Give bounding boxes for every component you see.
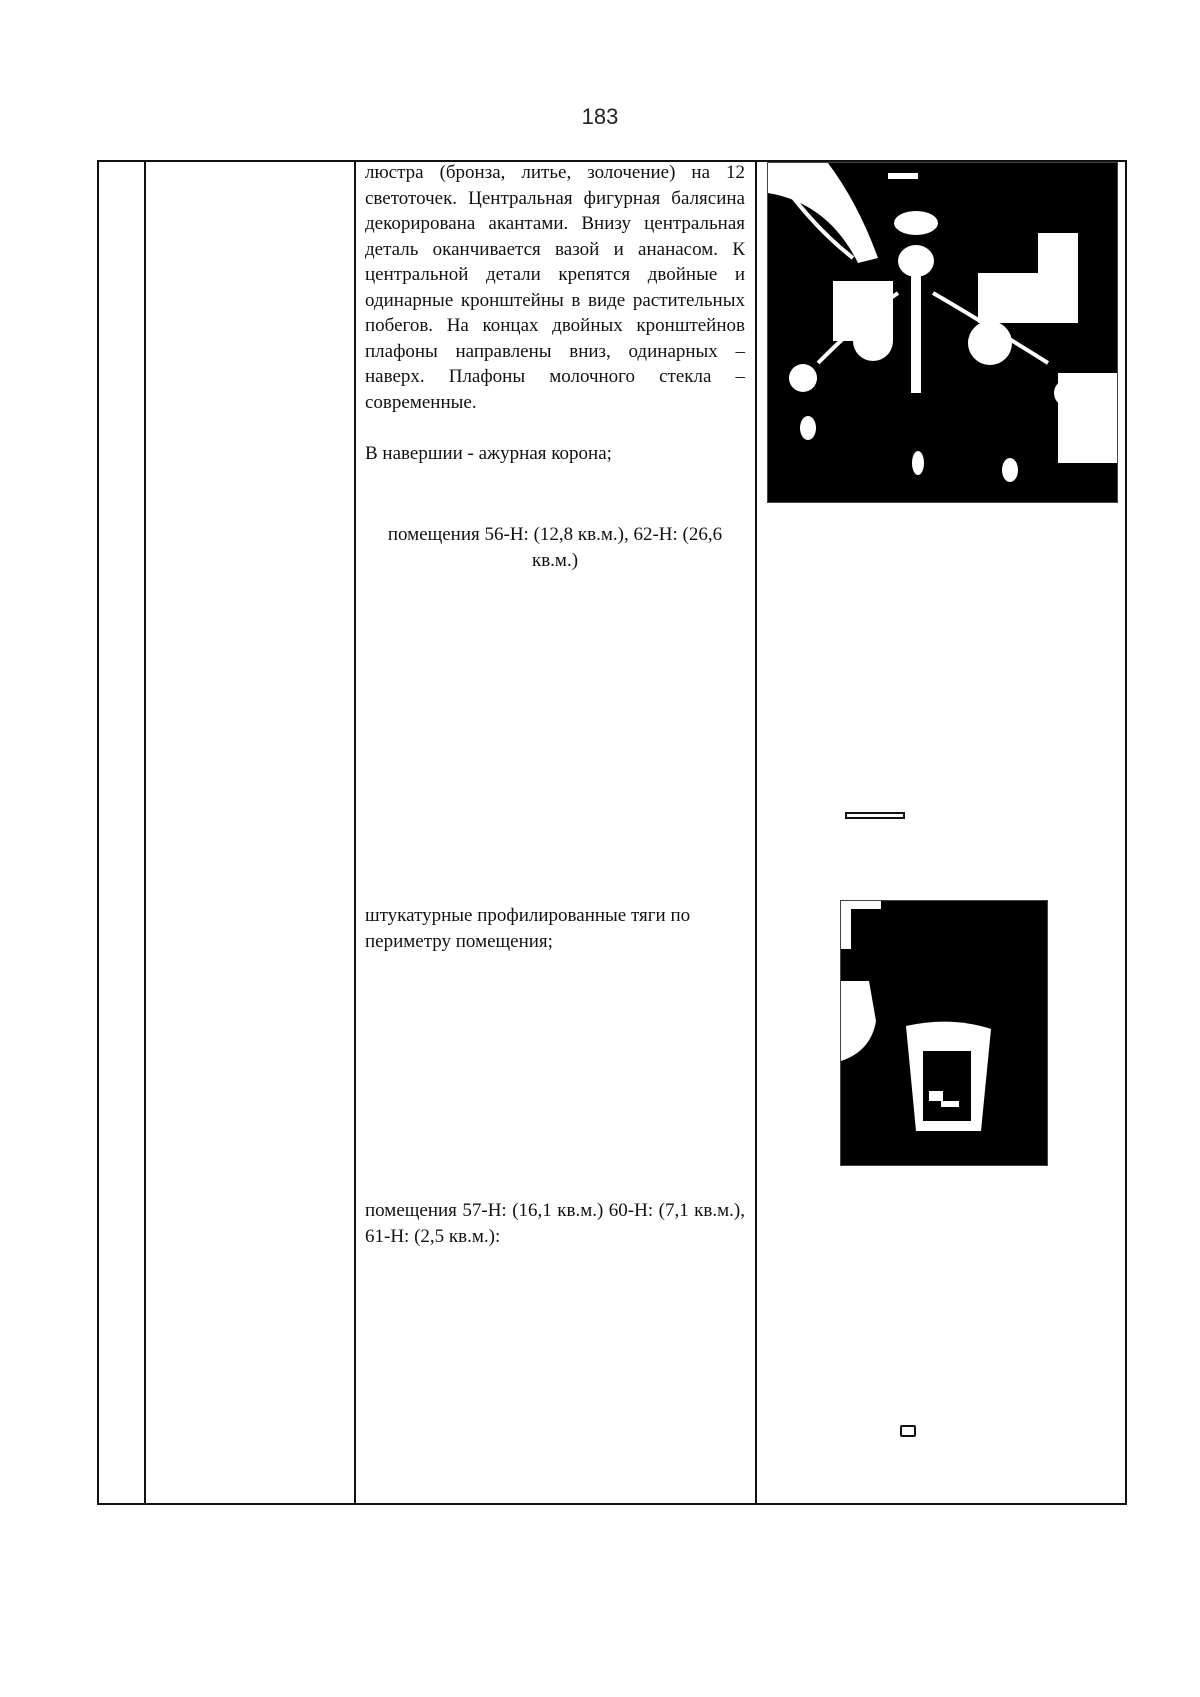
small-placeholder-mark-2 [900,1425,916,1437]
small-placeholder-mark-1 [845,812,905,819]
page-number: 183 [581,104,619,129]
moldings-image [841,901,1048,1166]
chandelier-description [365,160,745,415]
moldings-photo [840,900,1048,1166]
column-divider-2 [354,162,356,1503]
chandelier-image [768,163,1118,503]
column-divider-1 [144,162,146,1503]
chandelier-photo [767,162,1118,503]
chandelier-text: люстра (бронза, литье, золочение) на 12 светоточек. Центральная фигурная балясина декорирована акантами. Внизу центральная деталь оканчивается вазой и ананасом. К центральной детали крепятся двойные и одинарные кронштейны в виде растительных побегов. На концах двойных кронштейнов плафоны направлены вниз, одинарных – наверх. Плафоны молочного стекла – современные. [365,162,745,413]
column-divider-3 [755,162,757,1503]
moldings-rooms: помещения 57-Н: (16,1 кв.м.) 60-Н: (7,1 кв.м.), 61-Н: (2,5 кв.м.): [365,1200,745,1247]
chandelier-rooms: помещения 56-Н: (12,8 кв.м.), 62-Н: (26,6 кв.м.) [387,524,723,571]
chandelier-crown-text: В навершии - ажурная корона; [365,443,612,464]
moldings-description: штукатурные профилированные тяги по периметру помещения; [365,905,691,952]
